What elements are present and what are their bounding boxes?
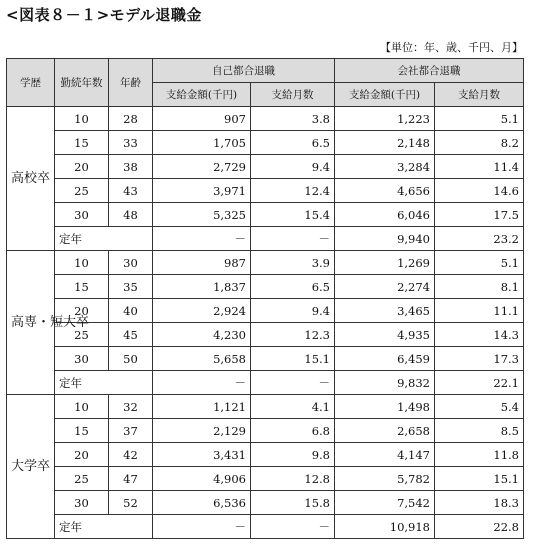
company-amount-cell: 1,223 [335, 107, 435, 131]
self-months-cell: 12.8 [251, 467, 335, 491]
age-cell: 40 [109, 299, 153, 323]
unit-note: 【単位：年、歳、千円、月】 [380, 41, 523, 54]
self-amount-cell: 2,924 [153, 299, 251, 323]
company-amount-cell: 7,542 [335, 491, 435, 515]
retirement-row [7, 515, 524, 539]
years-cell: 15 [55, 131, 109, 155]
company-months-cell: 11.8 [435, 443, 524, 467]
retirement-row [7, 371, 524, 395]
self-months-cell: － [251, 227, 335, 251]
years-cell: 25 [55, 179, 109, 203]
table-row [7, 131, 524, 155]
retirement-label: 定年 [55, 371, 153, 395]
company-amount-cell: 2,274 [335, 275, 435, 299]
header-self-months: 支給月数 [251, 83, 335, 107]
years-cell: 25 [55, 323, 109, 347]
company-amount-cell: 9,940 [335, 227, 435, 251]
company-months-cell: 23.2 [435, 227, 524, 251]
table-row [7, 179, 524, 203]
header-company-amount: 支給金額(千円) [335, 83, 435, 107]
table-row [7, 107, 524, 131]
company-amount-cell: 3,465 [335, 299, 435, 323]
self-months-cell: 4.1 [251, 395, 335, 419]
company-amount-cell: 1,498 [335, 395, 435, 419]
age-cell: 35 [109, 275, 153, 299]
company-months-cell: 14.3 [435, 323, 524, 347]
age-cell: 28 [109, 107, 153, 131]
company-months-cell: 8.2 [435, 131, 524, 155]
age-cell: 48 [109, 203, 153, 227]
years-cell: 15 [55, 275, 109, 299]
self-amount-cell: 3,971 [153, 179, 251, 203]
retirement-table [6, 58, 524, 539]
self-amount-cell: 5,658 [153, 347, 251, 371]
self-months-cell: 3.8 [251, 107, 335, 131]
self-amount-cell: － [153, 371, 251, 395]
age-cell: 42 [109, 443, 153, 467]
company-months-cell: 11.4 [435, 155, 524, 179]
age-cell: 32 [109, 395, 153, 419]
education-label: 大学卒 [7, 395, 55, 539]
table-row [7, 347, 524, 371]
company-amount-cell: 10,918 [335, 515, 435, 539]
company-amount-cell: 9,832 [335, 371, 435, 395]
self-amount-cell: 4,230 [153, 323, 251, 347]
self-months-cell: 6.5 [251, 275, 335, 299]
self-months-cell: 15.1 [251, 347, 335, 371]
header-self-group: 自己都合退職 [153, 59, 335, 83]
age-cell: 38 [109, 155, 153, 179]
header-education: 学歴 [7, 59, 55, 107]
age-cell: 43 [109, 179, 153, 203]
table-row [7, 203, 524, 227]
table-row [7, 275, 524, 299]
self-amount-cell: 1,837 [153, 275, 251, 299]
company-months-cell: 5.4 [435, 395, 524, 419]
self-months-cell: 12.3 [251, 323, 335, 347]
years-cell: 30 [55, 491, 109, 515]
company-amount-cell: 6,046 [335, 203, 435, 227]
self-amount-cell: 5,325 [153, 203, 251, 227]
table-row [7, 395, 524, 419]
company-months-cell: 22.8 [435, 515, 524, 539]
education-label: 高校卒 [7, 107, 55, 251]
self-months-cell: 9.8 [251, 443, 335, 467]
age-cell: 45 [109, 323, 153, 347]
company-months-cell: 8.1 [435, 275, 524, 299]
company-amount-cell: 4,656 [335, 179, 435, 203]
table-row [7, 155, 524, 179]
age-cell: 30 [109, 251, 153, 275]
header-company-months: 支給月数 [435, 83, 524, 107]
header-row-1 [7, 59, 524, 83]
company-months-cell: 8.5 [435, 419, 524, 443]
figure-title: <図表８－１>モデル退職金 [6, 6, 202, 24]
header-company-group: 会社都合退職 [335, 59, 524, 83]
self-months-cell: 15.4 [251, 203, 335, 227]
self-amount-cell: 3,431 [153, 443, 251, 467]
company-months-cell: 15.1 [435, 467, 524, 491]
header-age: 年齢 [109, 59, 153, 107]
years-cell: 20 [55, 299, 109, 323]
company-amount-cell: 3,284 [335, 155, 435, 179]
company-months-cell: 5.1 [435, 251, 524, 275]
age-cell: 50 [109, 347, 153, 371]
self-months-cell: 6.5 [251, 131, 335, 155]
company-amount-cell: 6,459 [335, 347, 435, 371]
company-months-cell: 22.1 [435, 371, 524, 395]
company-amount-cell: 4,935 [335, 323, 435, 347]
retirement-label: 定年 [55, 515, 153, 539]
self-months-cell: 9.4 [251, 299, 335, 323]
table-row [7, 467, 524, 491]
self-amount-cell: 4,906 [153, 467, 251, 491]
retirement-label: 定年 [55, 227, 153, 251]
self-amount-cell: 2,729 [153, 155, 251, 179]
years-cell: 10 [55, 395, 109, 419]
header-self-amount: 支給金額(千円) [153, 83, 251, 107]
company-amount-cell: 2,148 [335, 131, 435, 155]
self-months-cell: 12.4 [251, 179, 335, 203]
years-cell: 10 [55, 107, 109, 131]
self-amount-cell: 987 [153, 251, 251, 275]
self-months-cell: 6.8 [251, 419, 335, 443]
company-amount-cell: 4,147 [335, 443, 435, 467]
self-amount-cell: － [153, 227, 251, 251]
years-cell: 20 [55, 155, 109, 179]
table-row [7, 251, 524, 275]
company-amount-cell: 5,782 [335, 467, 435, 491]
age-cell: 47 [109, 467, 153, 491]
self-amount-cell: 6,536 [153, 491, 251, 515]
company-months-cell: 17.3 [435, 347, 524, 371]
age-cell: 52 [109, 491, 153, 515]
self-months-cell: － [251, 371, 335, 395]
company-months-cell: 14.6 [435, 179, 524, 203]
table-row [7, 491, 524, 515]
education-label: 高専・短大卒 [7, 251, 55, 395]
company-amount-cell: 1,269 [335, 251, 435, 275]
self-months-cell: 15.8 [251, 491, 335, 515]
years-cell: 20 [55, 443, 109, 467]
retirement-row [7, 227, 524, 251]
self-months-cell: － [251, 515, 335, 539]
years-cell: 30 [55, 347, 109, 371]
years-cell: 10 [55, 251, 109, 275]
self-amount-cell: 2,129 [153, 419, 251, 443]
self-amount-cell: 907 [153, 107, 251, 131]
years-cell: 15 [55, 419, 109, 443]
company-months-cell: 11.1 [435, 299, 524, 323]
company-amount-cell: 2,658 [335, 419, 435, 443]
table-row [7, 443, 524, 467]
self-amount-cell: 1,705 [153, 131, 251, 155]
self-amount-cell: 1,121 [153, 395, 251, 419]
table-body [7, 107, 524, 539]
age-cell: 37 [109, 419, 153, 443]
company-months-cell: 17.5 [435, 203, 524, 227]
self-months-cell: 3.9 [251, 251, 335, 275]
years-cell: 25 [55, 467, 109, 491]
self-months-cell: 9.4 [251, 155, 335, 179]
self-amount-cell: － [153, 515, 251, 539]
age-cell: 33 [109, 131, 153, 155]
company-months-cell: 5.1 [435, 107, 524, 131]
company-months-cell: 18.3 [435, 491, 524, 515]
years-cell: 30 [55, 203, 109, 227]
table-row [7, 419, 524, 443]
header-years: 勤続年数 [55, 59, 109, 107]
